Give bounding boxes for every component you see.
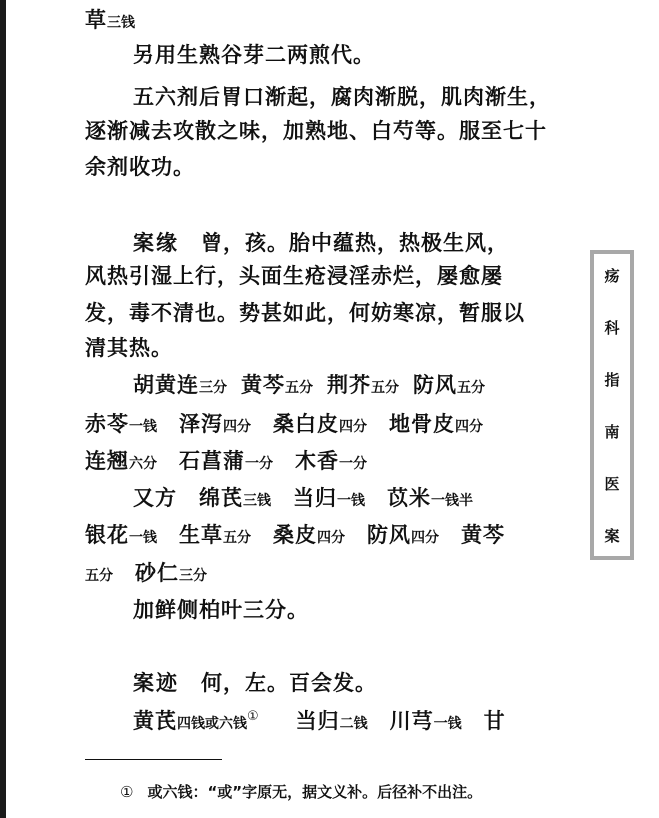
herb-name: 石菖蒲 [179, 449, 245, 473]
body-text: 另用生熟谷芽二两煎代。 [133, 43, 375, 67]
herb-dose: 四分 [411, 530, 439, 546]
herb-dose: 五分 [85, 568, 113, 584]
text-line-3 [133, 83, 551, 111]
herb-name: 苡米 [387, 486, 431, 510]
herb-name: 黄芪 [133, 709, 177, 733]
side-title-char: 南 [604, 423, 620, 441]
text-line-17 [133, 669, 377, 697]
text-line-10 [133, 371, 485, 402]
herb-name: 甘 [483, 709, 506, 733]
text-line-8 [85, 299, 525, 327]
herb-dose: 二钱 [339, 716, 368, 732]
side-running-title [590, 250, 634, 560]
herb-dose: 一分 [245, 456, 273, 472]
text-line-13 [133, 484, 473, 515]
herb-dose: 四分 [223, 419, 251, 435]
footnote-mark: ① [120, 783, 134, 801]
text-line-16 [133, 596, 309, 624]
herb-dose: 五分 [457, 380, 485, 396]
herb-name: 防风 [413, 373, 457, 397]
herb-name: 当归 [293, 486, 337, 510]
body-text: 清其热。 [85, 336, 173, 360]
side-title-char: 案 [604, 527, 620, 545]
footnote-divider [85, 759, 222, 760]
herb-name: 绵芪 [199, 486, 243, 510]
text-line-11 [85, 410, 483, 441]
side-title-char: 医 [604, 475, 620, 493]
herb-dose: 三钱 [243, 493, 271, 509]
text-line-7 [85, 262, 503, 290]
herb-name: 草 [85, 8, 107, 32]
body-text: 风热引湿上行，头面生疮浸淫赤烂，屡愈屡 [85, 264, 503, 288]
herb-dose: 六分 [129, 456, 157, 472]
herb-dose: 五分 [371, 380, 399, 396]
herb-dose: 四分 [317, 530, 345, 546]
herb-name: 防风 [367, 523, 411, 547]
side-title-char: 科 [604, 319, 620, 337]
herb-name: 木香 [295, 449, 339, 473]
text-line-9 [85, 334, 173, 362]
herb-dose: 四钱或六钱 [177, 716, 247, 732]
herb-name: 桑皮 [273, 523, 317, 547]
body-text: 加鲜侧柏叶三分。 [133, 598, 309, 622]
body-text: 曾，孩。胎中蕴热，热极生风， [201, 231, 509, 255]
text-line-15 [85, 559, 207, 590]
footnote-reference: ① [247, 709, 260, 724]
herb-name: 胡黄连 [133, 373, 199, 397]
text-line-1 [85, 6, 135, 37]
herb-name: 银花 [85, 523, 129, 547]
herb-name: 桑白皮 [273, 412, 339, 436]
text-line-4 [85, 117, 547, 145]
prescription-label: 又方 [133, 486, 177, 510]
herb-name: 黄芩 [461, 523, 505, 547]
herb-dose: 一钱 [129, 530, 157, 546]
herb-name: 地骨皮 [389, 412, 455, 436]
text-line-18 [133, 707, 506, 738]
herb-name: 泽泻 [179, 412, 223, 436]
body-text: 五六剂后胃口渐起，腐肉渐脱，肌肉渐生， [133, 85, 551, 109]
herb-dose: 五分 [285, 380, 313, 396]
herb-name: 生草 [179, 523, 223, 547]
body-text: 余剂收功。 [85, 155, 195, 179]
body-text: 发，毒不清也。势甚如此，何妨寒凉，暂服以 [85, 301, 525, 325]
footnote-text: 或六钱：“或”字原无，据文义补。后径补不出注。 [147, 783, 483, 801]
text-line-12 [85, 447, 367, 478]
body-text: 逐渐减去攻散之味，加熟地、白芍等。服至七十 [85, 119, 547, 143]
herb-name: 当归 [295, 709, 340, 733]
text-line-2 [133, 41, 375, 69]
herb-dose: 一分 [339, 456, 367, 472]
herb-name: 荆芥 [327, 373, 371, 397]
herb-dose: 三钱 [107, 15, 135, 31]
herb-dose: 一钱 [337, 493, 365, 509]
text-line-5 [85, 153, 195, 181]
side-title-char: 疡 [604, 267, 620, 285]
body-text: 何，左。百会发。 [201, 671, 377, 695]
herb-dose: 四分 [455, 419, 483, 435]
herb-dose: 三分 [179, 568, 207, 584]
herb-dose: 一钱半 [431, 493, 473, 509]
herb-dose: 四分 [339, 419, 367, 435]
footnote [120, 782, 482, 802]
herb-name: 川芎 [389, 709, 434, 733]
text-line-14 [85, 521, 505, 552]
case-title: 案迹 [133, 671, 179, 695]
herb-dose: 一钱 [433, 716, 462, 732]
herb-dose: 一钱 [129, 419, 157, 435]
herb-name: 砂仁 [135, 561, 179, 585]
side-title-char: 指 [604, 371, 620, 389]
herb-name: 赤苓 [85, 412, 129, 436]
herb-dose: 五分 [223, 530, 251, 546]
herb-name: 黄芩 [241, 373, 285, 397]
herb-dose: 三分 [199, 380, 227, 396]
herb-name: 连翘 [85, 449, 129, 473]
case-title: 案缘 [133, 231, 179, 255]
text-line-6 [133, 229, 509, 257]
